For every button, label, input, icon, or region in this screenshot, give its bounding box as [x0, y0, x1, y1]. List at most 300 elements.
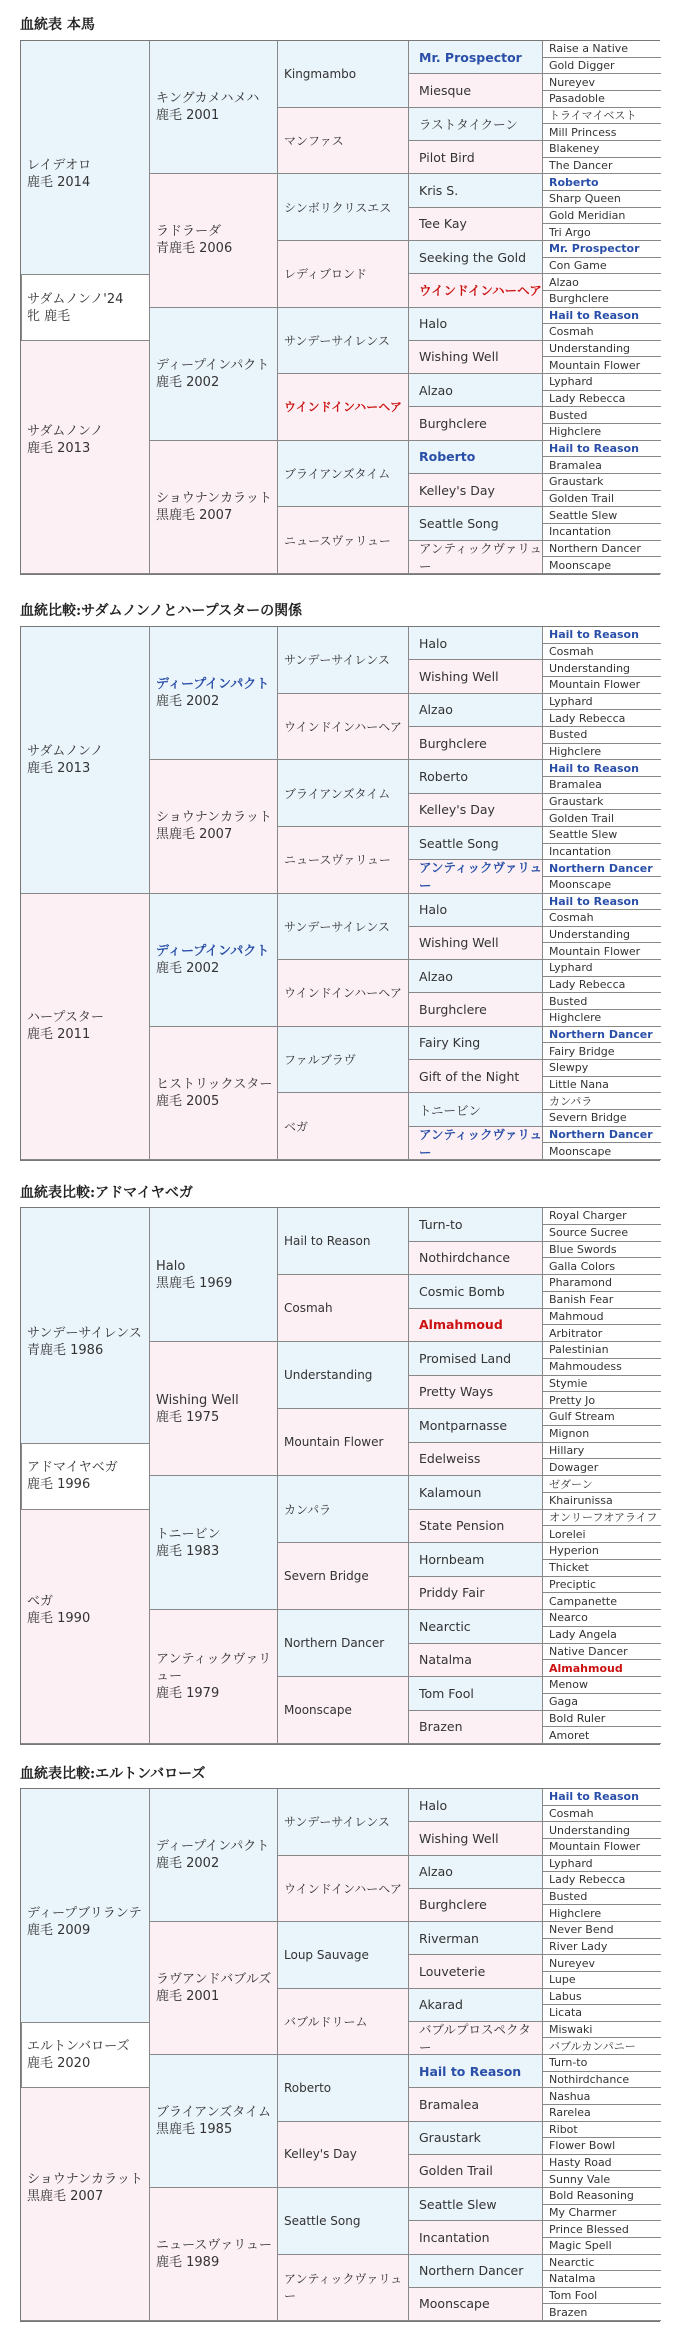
- gen5-ancestor-text: Turn-to: [549, 2056, 588, 2070]
- gen2-dam-sire: [150, 308, 278, 441]
- gen4-sire-dam-sire-dam: [409, 1955, 543, 1988]
- gen4-sire-sire-sire-dam: [409, 1822, 543, 1855]
- gen3-sire-sire-sire: [278, 41, 409, 108]
- gen5-ancestor: [543, 1275, 661, 1292]
- gen3-dam-dam-dam: [278, 507, 409, 574]
- gen4-dam-dam-sire-dam: [409, 2221, 543, 2254]
- gen4-dam-dam-dam-sire: [409, 507, 543, 540]
- gen5-ancestor-text: カンパラ: [549, 1095, 593, 1109]
- gen5-ancestor-text: Gaga: [549, 1695, 578, 1709]
- section-title: 血統表 本馬: [20, 17, 95, 33]
- gen4-dam-dam-dam-dam: [409, 1127, 543, 1160]
- gen4-dam-sire-sire-sire-text: Halo: [419, 902, 448, 918]
- gen5-ancestor-text: Blakeney: [549, 142, 600, 156]
- gen5-ancestor-text: Nearco: [549, 1611, 588, 1625]
- gen5-ancestor: [543, 1426, 661, 1443]
- gen5-ancestor-text: Nureyev: [549, 1956, 596, 1970]
- gen5-ancestor-text: Cosmah: [549, 1806, 594, 1820]
- gen2-sire-dam: [150, 1922, 278, 2055]
- gen3-sire-dam-sire-text: ブライアンズタイム: [284, 786, 391, 801]
- gen2-dam-dam-text: アンティックヴァリュー 鹿毛 1979: [156, 1652, 272, 1701]
- gen5-ancestor-text: Mountain Flower: [549, 944, 641, 958]
- gen4-dam-sire-sire-sire-text: Hail to Reason: [419, 2063, 522, 2079]
- gen4-sire-dam-dam-dam-text: バブルプロスペクター: [419, 2021, 531, 2055]
- gen5-ancestor: [543, 1543, 661, 1560]
- gen4-sire-sire-sire-sire-text: Halo: [419, 635, 448, 651]
- gen4-sire-dam-dam-sire: [409, 827, 543, 860]
- gen5-ancestor: [543, 291, 661, 308]
- gen5-ancestor: [543, 1806, 661, 1823]
- gen2-dam-dam: [150, 2188, 278, 2321]
- gen4-sire-sire-dam-dam: [409, 727, 543, 760]
- gen3-sire-sire-dam: [278, 108, 409, 175]
- gen4-sire-sire-dam-dam-text: Burghclere: [419, 735, 487, 751]
- gen5-ancestor: [543, 860, 661, 877]
- gen4-dam-dam-sire-dam-text: Incantation: [419, 2229, 490, 2245]
- gen4-sire-sire-sire-dam: [409, 74, 543, 107]
- gen5-ancestor-text: トライマイベスト: [549, 109, 637, 123]
- gen5-ancestor: [543, 1342, 661, 1359]
- gen4-sire-sire-sire-dam-text: Nothirdchance: [419, 1250, 511, 1266]
- pedigree-table: [20, 626, 660, 1161]
- gen5-ancestor-text: Understanding: [549, 1823, 631, 1837]
- gen5-ancestor: [543, 1660, 661, 1677]
- gen4-sire-sire-sire-dam-text: Wishing Well: [419, 1830, 499, 1846]
- gen5-ancestor-text: Khairunissa: [549, 1494, 613, 1508]
- gen5-ancestor-text: Mill Princess: [549, 125, 617, 139]
- gen5-ancestor-text: Hail to Reason: [549, 308, 639, 322]
- gen5-ancestor: [543, 644, 661, 661]
- gen5-ancestor: [543, 341, 661, 358]
- gen5-ancestor: [543, 1459, 661, 1476]
- gen5-ancestor-text: Mountain Flower: [549, 678, 641, 692]
- gen5-ancestor: [543, 1677, 661, 1694]
- gen3-sire-dam-sire: [278, 1922, 409, 1989]
- gen1-dam-text: ハープスター 鹿毛 2011: [27, 1010, 104, 1043]
- gen5-ancestor-text: Galla Colors: [549, 1259, 616, 1273]
- gen5-ancestor-text: My Charmer: [549, 2205, 617, 2219]
- gen5-ancestor: [543, 391, 661, 408]
- gen3-dam-dam-dam-text: アンティックヴァリュー: [284, 2272, 403, 2304]
- gen5-ancestor-text: Lupe: [549, 1973, 576, 1987]
- gen5-ancestor: [543, 491, 661, 508]
- gen5-ancestor: [543, 1409, 661, 1426]
- gen5-ancestor-text: Northern Dancer: [549, 861, 653, 875]
- gen5-ancestor: [543, 158, 661, 175]
- gen5-ancestor: [543, 1309, 661, 1326]
- gen5-ancestor: [543, 760, 661, 777]
- gen4-dam-dam-sire-sire: [409, 2188, 543, 2221]
- gen5-ancestor-text: Tri Argo: [549, 225, 591, 239]
- gen5-ancestor: [543, 794, 661, 811]
- gen2-dam-sire-name: ディープインパクト: [156, 943, 270, 959]
- gen3-sire-sire-sire: [278, 1789, 409, 1856]
- gen5-ancestor-text: Mahmoudess: [549, 1360, 622, 1374]
- gen4-dam-sire-dam-dam-text: Burghclere: [419, 1002, 487, 1018]
- gen3-sire-dam-sire: [278, 1342, 409, 1409]
- gen4-dam-sire-dam-dam-text: Golden Trail: [419, 2163, 493, 2179]
- gen5-ancestor-text: Highclere: [549, 744, 602, 758]
- gen5-ancestor-text: Moonscape: [549, 878, 612, 892]
- gen1-dam-text: ベガ 鹿毛 1990: [27, 1593, 91, 1626]
- gen5-ancestor-text: Mountain Flower: [549, 358, 641, 372]
- gen5-ancestor: [543, 2221, 661, 2238]
- gen5-ancestor-text: Hail to Reason: [549, 628, 639, 642]
- gen4-sire-sire-sire-dam: [409, 660, 543, 693]
- gen5-ancestor-text: Incantation: [549, 844, 612, 858]
- gen2-dam-dam-text: ニュースヴァリュー 鹿毛 1989: [156, 2238, 272, 2270]
- gen5-ancestor: [543, 1889, 661, 1906]
- gen5-ancestor-text: Gold Meridian: [549, 208, 626, 222]
- gen5-ancestor: [543, 993, 661, 1010]
- gen5-ancestor: [543, 777, 661, 794]
- gen3-sire-dam-dam-text: Mountain Flower: [284, 1435, 384, 1449]
- gen5-ancestor: [543, 2072, 661, 2089]
- gen5-ancestor-text: Pasadoble: [549, 92, 605, 106]
- gen3-sire-sire-dam: [278, 1856, 409, 1923]
- gen3-sire-sire-dam-text: ウインドインハーヘア: [284, 719, 402, 734]
- gen3-dam-sire-sire-text: サンデーサイレンス: [284, 919, 390, 934]
- subject-horse-name: アドマイヤベガ 鹿毛 1996: [27, 1460, 118, 1492]
- gen5-ancestor: [543, 1989, 661, 2006]
- gen5-ancestor: [543, 174, 661, 191]
- gen5-ancestor-text: Arbitrator: [549, 1326, 603, 1340]
- gen5-ancestor-text: Almahmoud: [549, 1661, 623, 1675]
- gen5-ancestor: [543, 1789, 661, 1806]
- gen4-sire-dam-sire-dam-text: Kelley's Day: [419, 802, 495, 818]
- gen5-ancestor-text: Royal Charger: [549, 1209, 627, 1223]
- gen4-dam-sire-sire-sire-text: Halo: [419, 316, 448, 332]
- gen5-ancestor-text: Hail to Reason: [549, 761, 639, 775]
- gen5-ancestor-text: Little Nana: [549, 1078, 609, 1092]
- gen3-sire-sire-dam-text: マンファス: [284, 133, 344, 148]
- gen5-ancestor: [543, 2138, 661, 2155]
- gen5-ancestor-text: Dowager: [549, 1460, 599, 1474]
- gen5-ancestor-text: Severn Bridge: [549, 1111, 627, 1125]
- gen3-sire-dam-dam: [278, 827, 409, 894]
- gen5-ancestor: [543, 241, 661, 258]
- gen5-ancestor: [543, 1694, 661, 1711]
- gen4-sire-sire-dam-sire: [409, 694, 543, 727]
- gen5-ancestor-text: Lorelei: [549, 1527, 586, 1541]
- gen4-sire-sire-dam-sire-text: ラストタイクーン: [419, 116, 518, 132]
- subject-horse-name: サダムノンノ'24 牝 鹿毛: [27, 291, 124, 324]
- gen5-ancestor-text: Understanding: [549, 342, 631, 356]
- gen5-ancestor-text: Gulf Stream: [549, 1410, 615, 1424]
- gen5-ancestor: [543, 1359, 661, 1376]
- gen3-dam-sire-dam-text: Severn Bridge: [284, 1569, 369, 1583]
- gen5-ancestor: [543, 977, 661, 994]
- gen4-dam-sire-sire-sire: [409, 2055, 543, 2088]
- gen4-dam-dam-sire-dam-text: Natalma: [419, 1652, 472, 1668]
- gen2-dam-dam-text: ショウナンカラット 黒鹿毛 2007: [156, 490, 272, 523]
- gen5-ancestor-text: Roberto: [549, 175, 599, 189]
- gen5-ancestor-text: Moonscape: [549, 558, 612, 572]
- gen5-ancestor-text: Pharamond: [549, 1276, 613, 1290]
- gen4-dam-sire-dam-dam: [409, 407, 543, 440]
- gen4-sire-sire-dam-dam-text: Pilot Bird: [419, 149, 475, 165]
- gen5-ancestor-text: Busted: [549, 1890, 588, 1904]
- gen5-ancestor-text: Preciptic: [549, 1577, 596, 1591]
- gen1-dam: [21, 894, 150, 1161]
- gen3-dam-dam-dam: [278, 1093, 409, 1160]
- gen4-dam-sire-dam-dam-text: Priddy Fair: [419, 1585, 485, 1601]
- gen5-ancestor: [543, 2038, 661, 2055]
- gen4-dam-dam-dam-dam: [409, 1711, 543, 1745]
- gen5-ancestor: [543, 1060, 661, 1077]
- gen5-ancestor-text: Lady Rebecca: [549, 392, 626, 406]
- gen5-ancestor-text: Lady Rebecca: [549, 978, 626, 992]
- gen4-dam-sire-dam-sire-text: Alzao: [419, 382, 453, 398]
- gen3-dam-sire-sire-text: サンデーサイレンス: [284, 333, 390, 348]
- gen5-ancestor-text: Menow: [549, 1678, 588, 1692]
- gen4-dam-dam-sire-dam-text: Kelley's Day: [419, 482, 495, 498]
- gen4-dam-dam-dam-dam-text: Brazen: [419, 1719, 463, 1735]
- gen5-ancestor-text: Lady Rebecca: [549, 1873, 626, 1887]
- gen5-ancestor-text: Slewpy: [549, 1061, 589, 1075]
- gen5-ancestor-text: Northern Dancer: [549, 1128, 653, 1142]
- gen4-dam-sire-sire-dam-text: Wishing Well: [419, 349, 499, 365]
- gen5-ancestor-text: Highclere: [549, 425, 602, 439]
- gen3-dam-sire-dam-text: ウインドインハーヘア: [284, 400, 402, 415]
- gen5-ancestor: [543, 2288, 661, 2305]
- gen3-sire-dam-dam: [278, 1989, 409, 2056]
- gen2-dam-sire: [150, 894, 278, 1027]
- gen5-ancestor: [543, 324, 661, 341]
- gen5-ancestor: [543, 274, 661, 291]
- gen4-dam-dam-sire-dam: [409, 474, 543, 507]
- gen4-sire-dam-dam-dam: [409, 2022, 543, 2055]
- gen1-sire-text: サンデーサイレンス 青鹿毛 1986: [27, 1325, 142, 1358]
- gen5-ancestor: [543, 877, 661, 894]
- gen3-sire-dam-sire-text: シンボリクリスエス: [284, 200, 392, 215]
- gen4-sire-sire-sire-sire: [409, 41, 543, 74]
- gen3-dam-dam-sire: [278, 441, 409, 508]
- gen5-ancestor: [543, 1711, 661, 1728]
- gen5-ancestor-text: Con Game: [549, 258, 607, 272]
- gen4-dam-sire-sire-dam-text: Bramalea: [419, 2096, 480, 2112]
- gen4-dam-dam-sire-dam-text: Gift of the Night: [419, 1068, 520, 1084]
- gen5-ancestor-text: Highclere: [549, 1906, 602, 1920]
- gen4-dam-dam-sire-sire: [409, 1610, 543, 1644]
- gen3-dam-sire-dam: [278, 2122, 409, 2189]
- gen3-sire-dam-sire: [278, 760, 409, 827]
- gen5-ancestor-text: Never Bend: [549, 1923, 614, 1937]
- gen5-ancestor-text: Flower Bowl: [549, 2139, 616, 2153]
- gen3-dam-sire-sire: [278, 308, 409, 375]
- gen5-ancestor-text: Hail to Reason: [549, 1790, 639, 1804]
- gen4-sire-sire-sire-sire: [409, 1208, 543, 1242]
- gen5-ancestor: [543, 710, 661, 727]
- gen4-sire-sire-sire-sire: [409, 1789, 543, 1822]
- gen5-ancestor: [543, 1242, 661, 1259]
- gen5-ancestor: [543, 2105, 661, 2122]
- gen3-dam-dam-dam: [278, 2255, 409, 2322]
- gen5-ancestor-text: Thicket: [549, 1561, 589, 1575]
- gen5-ancestor: [543, 694, 661, 711]
- gen2-sire-sire-text: キングカメハメハ 鹿毛 2001: [156, 91, 260, 124]
- gen5-ancestor: [543, 827, 661, 844]
- gen5-ancestor-text: Mr. Prospector: [549, 242, 640, 256]
- gen3-dam-dam-sire-text: Northern Dancer: [284, 1636, 385, 1650]
- gen4-sire-dam-dam-dam-text: Edelweiss: [419, 1451, 481, 1467]
- gen2-sire-sire: [150, 627, 278, 760]
- gen5-ancestor: [543, 1143, 661, 1160]
- gen4-sire-dam-sire-sire: [409, 1342, 543, 1376]
- gen4-dam-sire-dam-sire: [409, 2122, 543, 2155]
- gen2-sire-dam-text: ラヴアンドバブルズ 鹿毛 2001: [156, 1972, 272, 2004]
- gen5-ancestor-text: The Dancer: [549, 158, 613, 172]
- gen2-sire-sire: [150, 1789, 278, 1922]
- gen3-sire-sire-sire-text: Kingmambo: [284, 66, 357, 81]
- gen5-ancestor-text: Lyphard: [549, 1856, 593, 1870]
- gen1-sire: [21, 1208, 150, 1476]
- gen4-sire-dam-sire-dam-text: Louveterie: [419, 1963, 486, 1979]
- gen5-ancestor-text: Graustark: [549, 794, 604, 808]
- gen5-ancestor: [543, 524, 661, 541]
- gen5-ancestor-text: Bramalea: [549, 778, 602, 792]
- gen1-sire: [21, 1789, 150, 2055]
- gen3-sire-sire-dam: [278, 1275, 409, 1342]
- gen5-ancestor: [543, 1839, 661, 1856]
- gen3-dam-dam-sire-text: Seattle Song: [284, 2213, 361, 2228]
- gen4-dam-sire-sire-dam: [409, 341, 543, 374]
- gen1-dam: [21, 308, 150, 575]
- gen5-ancestor: [543, 677, 661, 694]
- gen3-dam-dam-dam: [278, 1677, 409, 1744]
- gen4-sire-sire-sire-sire: [409, 627, 543, 660]
- gen4-sire-dam-dam-sire-text: Seeking the Gold: [419, 249, 527, 265]
- gen1-dam: [21, 1476, 150, 1744]
- gen5-ancestor: [543, 744, 661, 761]
- gen1-dam: [21, 2055, 150, 2321]
- pedigree-table: [20, 1788, 660, 2322]
- gen4-sire-sire-dam-dam: [409, 1309, 543, 1343]
- gen2-sire-sire: [150, 41, 278, 174]
- gen5-ancestor-text: Bold Ruler: [549, 1711, 606, 1725]
- gen5-ancestor-text: Lyphard: [549, 375, 593, 389]
- gen3-sire-sire-dam-text: ウインドインハーヘア: [284, 1881, 402, 1896]
- gen5-ancestor-text: Labus: [549, 1989, 582, 2003]
- gen5-ancestor-text: Lady Rebecca: [549, 711, 626, 725]
- gen5-ancestor: [543, 141, 661, 158]
- section-title: 血統表比較:エルトンバローズ: [20, 1766, 206, 1782]
- gen4-sire-dam-dam-sire-text: Montparnasse: [419, 1417, 508, 1433]
- gen5-ancestor-text: Source Sucree: [549, 1226, 629, 1240]
- gen5-ancestor-text: Bold Reasoning: [549, 2189, 634, 2203]
- gen5-ancestor-text: Northern Dancer: [549, 1028, 653, 1042]
- gen5-ancestor-text: Understanding: [549, 928, 631, 942]
- gen3-dam-sire-sire-text: カンパラ: [284, 1502, 332, 1517]
- gen5-ancestor: [543, 457, 661, 474]
- gen4-dam-dam-dam-sire-text: トニービン: [419, 1102, 482, 1118]
- gen2-dam-sire-text: ブライアンズタイム 黒鹿毛 1985: [156, 2105, 272, 2137]
- gen2-sire-sire: [150, 1208, 278, 1342]
- gen5-ancestor: [543, 308, 661, 325]
- gen4-dam-dam-sire-sire: [409, 441, 543, 474]
- gen3-dam-sire-dam-text: ウインドインハーヘア: [284, 986, 402, 1001]
- gen5-ancestor: [543, 2088, 661, 2105]
- gen5-ancestor-text: Ribot: [549, 2122, 578, 2136]
- gen3-sire-sire-sire-text: Hail to Reason: [284, 1234, 371, 1248]
- gen3-sire-dam-sire-text: Understanding: [284, 1368, 373, 1382]
- gen5-ancestor-text: Tom Fool: [549, 2289, 598, 2303]
- gen5-ancestor-text: Native Dancer: [549, 1644, 628, 1658]
- gen4-dam-sire-dam-sire-text: Hornbeam: [419, 1551, 485, 1567]
- gen5-ancestor: [543, 910, 661, 927]
- gen1-sire: [21, 41, 150, 308]
- gen4-dam-sire-sire-dam-text: State Pension: [419, 1518, 505, 1534]
- gen2-dam-sire: [150, 2055, 278, 2188]
- gen5-ancestor: [543, 1526, 661, 1543]
- gen5-ancestor-text: Hyperion: [549, 1544, 599, 1558]
- gen4-sire-sire-dam-dam: [409, 1889, 543, 1922]
- gen4-dam-sire-sire-dam-text: Wishing Well: [419, 935, 499, 951]
- gen5-ancestor: [543, 2171, 661, 2188]
- gen5-ancestor-text: オンリーフオアライフ: [549, 1511, 658, 1525]
- gen5-ancestor-text: Hasty Road: [549, 2156, 612, 2170]
- gen4-sire-dam-dam-dam: [409, 860, 543, 893]
- gen5-ancestor: [543, 124, 661, 141]
- gen3-dam-dam-dam-text: ベガ: [284, 1119, 309, 1134]
- gen5-ancestor: [543, 894, 661, 911]
- gen5-ancestor: [543, 2304, 661, 2321]
- gen5-ancestor-text: Nothirdchance: [549, 2072, 630, 2086]
- gen4-sire-sire-sire-sire-text: Halo: [419, 1797, 448, 1813]
- gen1-dam-text: サダムノンノ 鹿毛 2013: [27, 424, 104, 457]
- gen5-ancestor: [543, 58, 661, 75]
- gen4-dam-dam-dam-dam: [409, 2288, 543, 2321]
- gen5-ancestor-text: Amoret: [549, 1728, 590, 1742]
- gen4-dam-dam-dam-dam-text: アンティックヴァリュー: [419, 540, 543, 574]
- gen5-ancestor-text: Palestinian: [549, 1343, 609, 1357]
- gen4-sire-dam-dam-sire: [409, 241, 543, 274]
- gen4-sire-sire-dam-sire: [409, 108, 543, 141]
- gen4-dam-sire-dam-sire-text: Alzao: [419, 968, 453, 984]
- gen5-ancestor: [543, 1208, 661, 1225]
- gen3-dam-sire-dam: [278, 960, 409, 1027]
- gen3-dam-dam-dam-text: ニュースヴァリュー: [284, 533, 391, 548]
- gen5-ancestor-text: Cosmah: [549, 911, 594, 925]
- gen5-ancestor-text: Highclere: [549, 1011, 602, 1025]
- gen5-ancestor: [543, 1955, 661, 1972]
- gen5-ancestor: [543, 1127, 661, 1144]
- gen4-dam-sire-sire-sire-text: Kalamoun: [419, 1484, 482, 1500]
- gen5-ancestor: [543, 191, 661, 208]
- gen4-dam-dam-dam-sire: [409, 1677, 543, 1711]
- gen5-ancestor-text: Mahmoud: [549, 1309, 604, 1323]
- gen4-dam-sire-dam-dam: [409, 993, 543, 1026]
- gen5-ancestor-text: Campanette: [549, 1594, 617, 1608]
- gen2-dam-sire-text: ディープインパクト 鹿毛 2002: [156, 357, 270, 390]
- gen1-sire-text: ディープブリランテ 鹿毛 2009: [27, 1905, 142, 1938]
- gen4-sire-dam-sire-sire: [409, 1922, 543, 1955]
- gen4-dam-dam-sire-sire-text: Nearctic: [419, 1618, 471, 1634]
- gen5-ancestor: [543, 41, 661, 58]
- gen5-ancestor: [543, 2022, 661, 2039]
- gen4-sire-sire-dam-sire-text: Cosmic Bomb: [419, 1283, 505, 1299]
- gen5-ancestor: [543, 2271, 661, 2288]
- gen5-ancestor: [543, 258, 661, 275]
- gen4-dam-sire-dam-sire: [409, 960, 543, 993]
- gen2-dam-sire: [150, 1476, 278, 1610]
- gen4-dam-dam-dam-dam: [409, 541, 543, 574]
- gen5-ancestor: [543, 1922, 661, 1939]
- gen2-sire-dam: [150, 1342, 278, 1476]
- gen5-ancestor: [543, 441, 661, 458]
- gen5-ancestor: [543, 1856, 661, 1873]
- gen5-ancestor: [543, 557, 661, 574]
